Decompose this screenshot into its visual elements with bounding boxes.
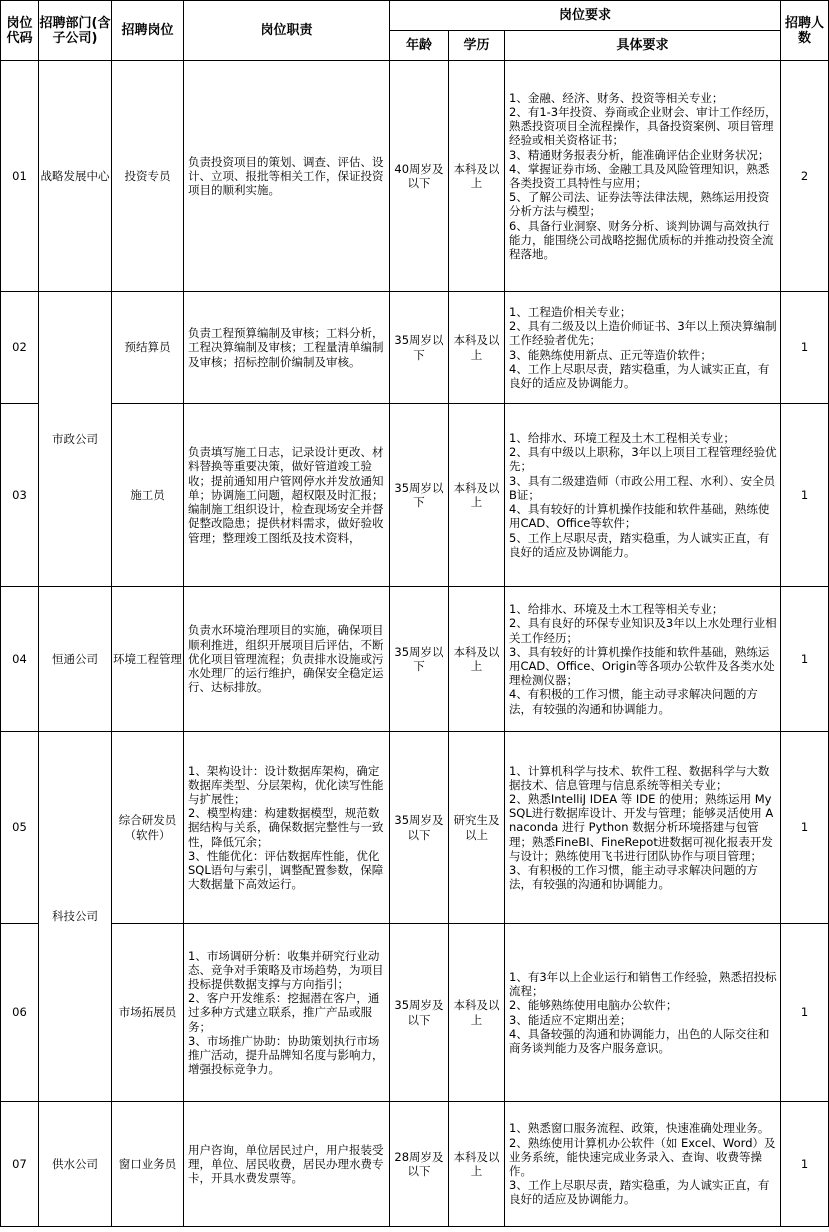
table-row bbox=[1, 404, 829, 587]
requirement-item: 2、具有良好的环保专业知识及3年以上水处理行业相关工作经历； bbox=[509, 616, 777, 645]
requirement-item: 6、具备行业洞察、财务分析、谈判协调与高效执行能力，能围绕公司战略挖掘优质标的并推动投资全流程落地。 bbox=[509, 218, 774, 262]
table-row bbox=[1, 587, 829, 732]
cell-education: 本科及以上 bbox=[449, 1102, 505, 1227]
requirement-item: 2、有1-3年投资、券商或企业财会、审计工作经历，熟悉投资项目全流程操作，具备投资案例、项目管理经验或相关资格证书； bbox=[509, 104, 777, 148]
requirement-item: 2、具有二级及以上造价师证书、3年以上预决算编制工作经验者优先； bbox=[509, 319, 777, 348]
cell-code: 07 bbox=[1, 1102, 39, 1227]
header-requirements: 岗位要求 bbox=[390, 1, 781, 31]
table-row bbox=[1, 924, 829, 1102]
cell-duties: 负责水环境治理项目的实施，确保项目顺利推进，组织开展项目后评估，不断优化项目管理流程；负责排水设施或污水处理厂的运行维护，确保安全稳定运行、达标排放。 bbox=[184, 587, 390, 732]
requirement-item: 3、有积极的工作习惯，能主动寻求解决问题的方法，有较强的沟通和协调能力。 bbox=[509, 863, 758, 892]
header-count: 招聘人数 bbox=[781, 1, 829, 61]
requirement-item: 2、熟练使用计算机办公软件（如 Excel、Word）及业务系统，能快速完成业务录入、查询、收费等操作。 bbox=[509, 1135, 776, 1178]
cell-duties: 负责投资项目的策划、调查、评估、设计、立项、报批等相关工作，保证投资项目的顺利实施。 bbox=[184, 61, 390, 292]
requirement-item: 1、金融、经济、财务、投资等相关专业； bbox=[509, 90, 724, 105]
cell-count: 1 bbox=[781, 292, 829, 404]
cell-position: 窗口业务员 bbox=[112, 1102, 184, 1227]
cell-requirements bbox=[505, 1102, 781, 1227]
table-row bbox=[1, 61, 829, 292]
cell-count: 1 bbox=[781, 732, 829, 924]
cell-age: 35周岁以下 bbox=[390, 292, 449, 404]
cell-education: 本科及以上 bbox=[449, 924, 505, 1102]
cell-age: 35周岁以下 bbox=[390, 404, 449, 587]
duty-item: 3、市场推广协助：协助策划执行市场推广活动，提升品牌知名度与影响力，增强投标竞争力。 bbox=[188, 1033, 384, 1077]
cell-dept: 战略发展中心 bbox=[39, 61, 112, 292]
requirement-item: 4、掌握证券市场、金融工具及风险管理知识，熟悉各类投资工具特性与应用； bbox=[509, 161, 770, 190]
requirement-item: 5、工作上尽职尽责，踏实稳重，为人诚实正直，有良好的适应及协调能力。 bbox=[509, 530, 770, 559]
duty-item: 1、架构设计：设计数据库架构，确定数据库类型、分层架构，优化读写性能与扩展性； bbox=[188, 763, 384, 806]
cell-requirements bbox=[505, 924, 781, 1102]
cell-dept: 市政公司 bbox=[39, 292, 112, 587]
cell-count: 2 bbox=[781, 61, 829, 292]
duty-item: 2、模型构建：构建数据模型，规范数据结构与关系，确保数据完整性与一致性，降低冗余； bbox=[188, 806, 384, 849]
cell-requirements bbox=[505, 292, 781, 404]
requirement-item: 4、具备较强的沟通和协调能力，出色的人际交往和商务谈判能力及客户服务意识。 bbox=[509, 1026, 770, 1055]
requirement-item: 4、有积极的工作习惯，能主动寻求解决问题的方法，有较强的沟通和协调能力。 bbox=[509, 687, 758, 716]
header-age: 年龄 bbox=[390, 31, 449, 61]
requirement-item: 1、熟悉窗口服务流程、政策，快速准确处理业务。 bbox=[509, 1121, 770, 1136]
cell-requirements bbox=[505, 587, 781, 732]
cell-dept: 科技公司 bbox=[39, 732, 112, 1102]
requirement-item: 4、工作上尽职尽责，踏实稳重，为人诚实正直，有良好的适应及协调能力。 bbox=[509, 361, 770, 390]
cell-duties: 用户咨询，单位居民过户，用户报装受理，单位、居民收费，居民办理水费专卡，开具水费发票等。 bbox=[184, 1102, 390, 1227]
cell-position: 环境工程管理 bbox=[112, 587, 184, 732]
cell-code: 05 bbox=[1, 732, 39, 924]
cell-duties bbox=[184, 924, 390, 1102]
header-specific: 具体要求 bbox=[505, 31, 781, 61]
cell-position: 投资专员 bbox=[112, 61, 184, 292]
requirement-item: 1、计算机科学与技术、软件工程、数据科学与大数据技术、信息管理与信息系统等相关专业； bbox=[509, 763, 770, 792]
cell-education: 本科及以上 bbox=[449, 404, 505, 587]
cell-requirements bbox=[505, 61, 781, 292]
requirement-item: 5、了解公司法、证券法等法律法规，熟练运用投资分析方法与模型； bbox=[509, 190, 770, 219]
requirement-item: 1、给排水、环境及土木工程等相关专业； bbox=[509, 602, 724, 617]
cell-education: 本科及以上 bbox=[449, 61, 505, 292]
cell-code: 04 bbox=[1, 587, 39, 732]
cell-position: 预结算员 bbox=[112, 292, 184, 404]
header-code: 岗位代码 bbox=[1, 1, 39, 61]
cell-age: 35周岁及以下 bbox=[390, 732, 449, 924]
header-education: 学历 bbox=[449, 31, 505, 61]
requirement-item: 4、具有较好的计算机操作技能和软件基础，熟练使用CAD、Office等软件； bbox=[509, 502, 770, 531]
requirement-item: 1、有3年以上企业运行和销售工作经验，熟悉招投标流程； bbox=[509, 969, 777, 999]
header-position: 招聘岗位 bbox=[112, 1, 184, 61]
requirement-item: 2、具有中级以上职称，3年以上项目工程管理经验优先； bbox=[509, 445, 777, 474]
cell-education: 本科及以上 bbox=[449, 587, 505, 732]
cell-age: 35周岁以下 bbox=[390, 587, 449, 732]
cell-code: 01 bbox=[1, 61, 39, 292]
table-row bbox=[1, 1102, 829, 1227]
cell-duties bbox=[184, 732, 390, 924]
duty-item: 2、客户开发维系：挖掘潜在客户，通过多种方式建立联系，推广产品或服务； bbox=[188, 991, 380, 1034]
header-dept: 招聘部门(含子公司) bbox=[39, 1, 112, 61]
cell-education: 研究生及以上 bbox=[449, 732, 505, 924]
requirement-item: 3、精通财务报表分析，能准确评估企业财务状况； bbox=[509, 147, 770, 162]
header-duties: 岗位职责 bbox=[184, 1, 390, 61]
cell-age: 28周岁及以下 bbox=[390, 1102, 449, 1227]
cell-position: 施工员 bbox=[112, 404, 184, 587]
cell-count: 1 bbox=[781, 404, 829, 587]
requirement-item: 1、工程造价相关专业； bbox=[509, 304, 632, 319]
cell-position: 综合研发员（软件） bbox=[112, 732, 184, 924]
requirement-item: 2、能够熟练使用电脑办公软件； bbox=[509, 998, 678, 1013]
cell-requirements bbox=[505, 732, 781, 924]
cell-requirements bbox=[505, 404, 781, 587]
table-row bbox=[1, 292, 829, 404]
duty-item: 1、市场调研分析：收集并研究行业动态、竞争对手策略及市场趋势，为项目投标提供数据支撑与方向指引； bbox=[188, 948, 384, 991]
cell-count: 1 bbox=[781, 1102, 829, 1227]
requirement-item: 3、能熟练使用新点、正元等造价软件； bbox=[509, 347, 712, 362]
cell-age: 40周岁及以下 bbox=[390, 61, 449, 292]
duty-item: 3、性能优化：评估数据库性能，优化SQL语句与索引，调整配置参数，保障大数据量下高效运行。 bbox=[188, 848, 384, 892]
requirement-item: 3、工作上尽职尽责，踏实稳重，为人诚实正直，有良好的适应及协调能力。 bbox=[509, 1178, 770, 1207]
cell-code: 02 bbox=[1, 292, 39, 404]
cell-duties: 负责工程预算编制及审核；工料分析，工程决算编制及审核；工程量清单编制及审核；招标控制价编制及审核。 bbox=[184, 292, 390, 404]
cell-dept: 供水公司 bbox=[39, 1102, 112, 1227]
table-row bbox=[1, 732, 829, 924]
cell-position: 市场拓展员 bbox=[112, 924, 184, 1102]
requirement-item: 1、给排水、环境工程及土木工程相关专业； bbox=[509, 431, 735, 446]
requirement-item: 3、具有二级建造师（市政公用工程、水利）、安全员B证； bbox=[509, 473, 776, 502]
requirement-item: 2、熟悉IntelliJ IDEA 等 IDE 的使用；熟练运用 MySQL进行数据库设计、开发与管理；能够灵活使用 Anaconda 进行 Python 数据分析环境搭建与包管理；熟悉FineBI、FineRepot进数据可视化报表开发与设计；熟练使用飞书进行团队协作与项目管理； bbox=[509, 791, 774, 863]
cell-count: 1 bbox=[781, 587, 829, 732]
cell-duties: 负责填写施工日志，记录设计更改、材料替换等重要决策，做好管道竣工验收；提前通知用户管网停水并发放通知单；协调施工问题，超权限及时汇报；编制施工组织设计，检查现场安全并督促整改隐患；提供材料需求，做好验收管理；整理竣工图纸及技术资料， bbox=[184, 404, 390, 587]
requirement-item: 3、能适应不定期出差； bbox=[509, 1012, 632, 1027]
cell-count: 1 bbox=[781, 924, 829, 1102]
cell-dept: 恒通公司 bbox=[39, 587, 112, 732]
cell-education: 本科及以上 bbox=[449, 292, 505, 404]
cell-code: 03 bbox=[1, 404, 39, 587]
cell-code: 06 bbox=[1, 924, 39, 1102]
cell-age: 35周岁及以下 bbox=[390, 924, 449, 1102]
requirement-item: 3、具有较好的计算机操作技能和软件基础，熟练运用CAD、Office、Origin等各项办公软件及各类水处理检测仪器； bbox=[509, 644, 775, 688]
